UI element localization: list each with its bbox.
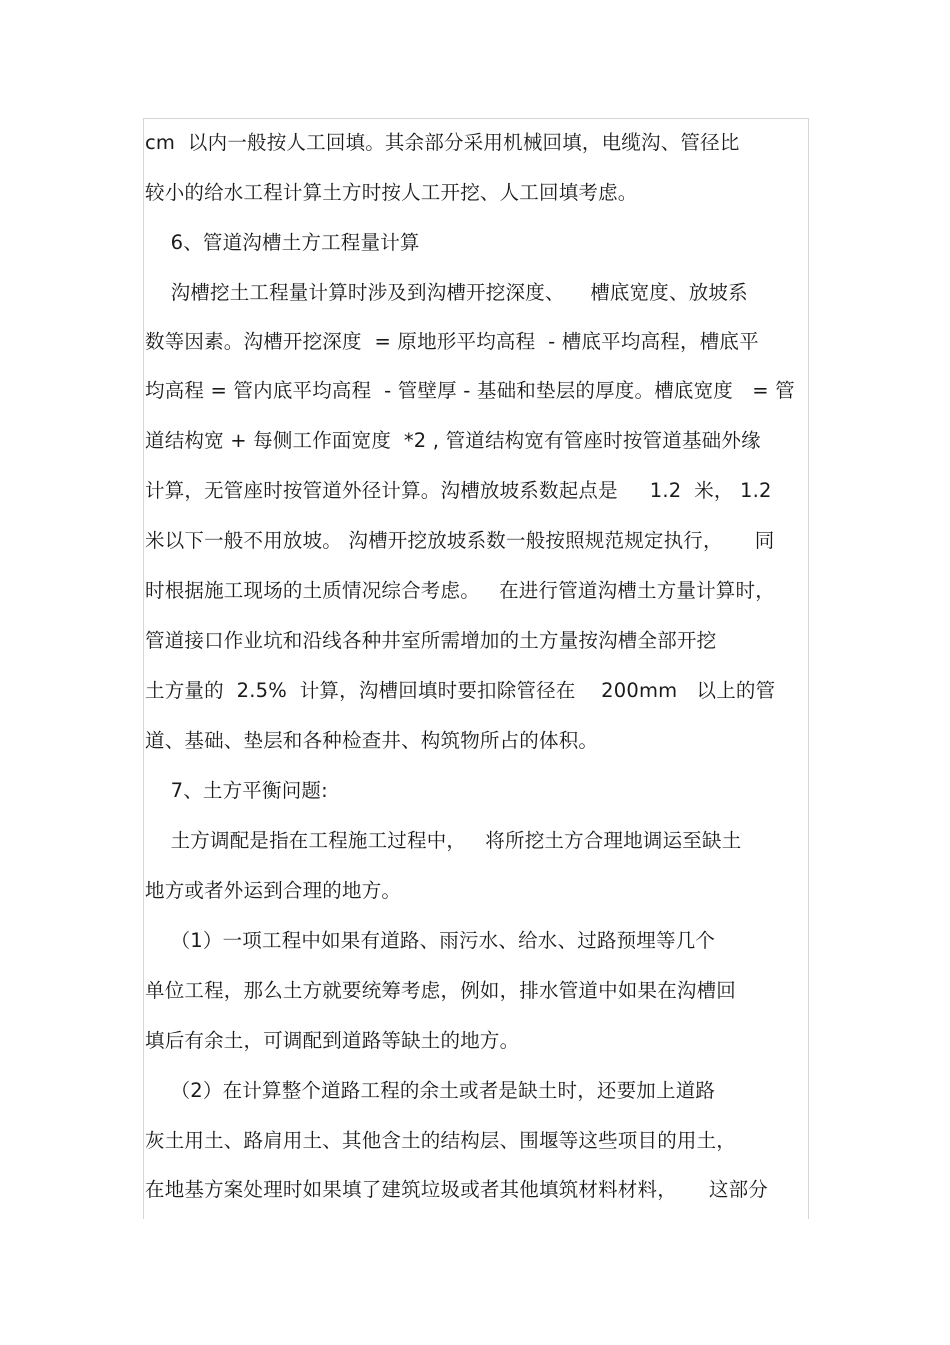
text-line: 地方或者外运到合理的地方。 [145, 879, 402, 902]
text-line: 管道接口作业坑和沿线各种井室所需增加的土方量按沟槽全部开挖 [145, 629, 717, 652]
text-line: （2）在计算整个道路工程的余土或者是缺土时，还要加上道路 [145, 1079, 716, 1102]
text-line: 较小的给水工程计算土方时按人工开挖、人工回填考虑。 [145, 181, 638, 204]
text-line: 数等因素。沟槽开挖深度 = 原地形平均高程 - 槽底平均高程，槽底平 [145, 330, 759, 353]
text-line: 道、基础、垫层和各种检查井、构筑物所占的体积。 [145, 729, 599, 752]
section-heading: 7、土方平衡问题: [145, 779, 328, 802]
text-line: 均高程 = 管内底平均高程 - 管壁厚 - 基础和垫层的厚度。槽底宽度 = 管 [145, 379, 795, 402]
text-line: 单位工程，那么土方就要统筹考虑，例如，排水管道中如果在沟槽回 [145, 979, 737, 1002]
text-line: 填后有余土，可调配到道路等缺土的地方。 [145, 1029, 520, 1052]
text-line: 计算，无管座时按管道外径计算。沟槽放坡系数起点是 1.2 米， 1.2 [145, 479, 772, 502]
text-line: 沟槽挖土工程量计算时涉及到沟槽开挖深度、 槽底宽度、放坡系 [145, 281, 748, 304]
text-line: 米以下一般不用放坡。 沟槽开挖放坡系数一般按照规范规定执行， 同 [145, 529, 775, 552]
text-line: 土方调配是指在工程施工过程中， 将所挖土方合理地调运至缺土 [145, 829, 742, 852]
text-line: 时根据施工现场的土质情况综合考虑。 在进行管道沟槽土方量计算时， [145, 579, 775, 602]
text-line: cm 以内一般按人工回填。其余部分采用机械回填，电缆沟、管径比 [145, 131, 740, 154]
text-line: 道结构宽 + 每侧工作面宽度 *2 , 管道结构宽有管座时按管道基础外缘 [145, 429, 761, 452]
section-heading: 6、管道沟槽土方工程量计算 [145, 231, 420, 254]
text-line: （1）一项工程中如果有道路、雨污水、给水、过路预埋等几个 [145, 929, 716, 952]
text-line: 灰土用土、路肩用土、其他含土的结构层、围堰等这些项目的用土， [145, 1129, 737, 1152]
text-line: 在地基方案处理时如果填了建筑垃圾或者其他填筑材料材料， 这部分 [145, 1178, 768, 1201]
text-line: 土方量的 2.5% 计算，沟槽回填时要扣除管径在 200mm 以上的管 [145, 679, 776, 702]
